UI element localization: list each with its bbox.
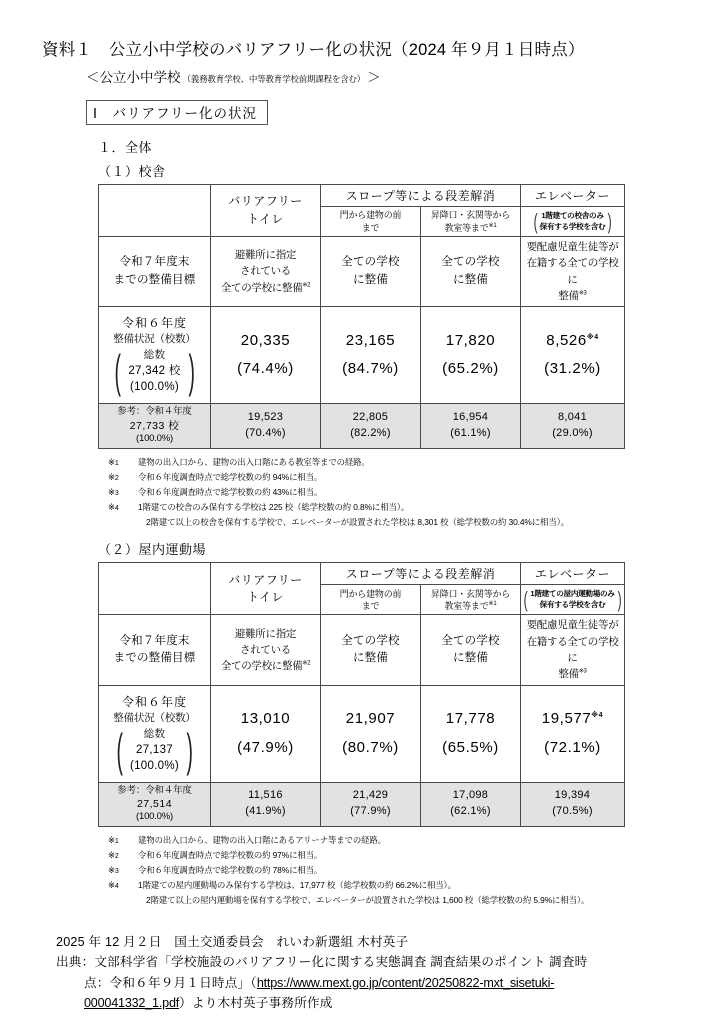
corner-cell [99,563,211,615]
header-slope-entrance-to-classroom [421,585,521,615]
value-number: 23,165 [345,331,396,349]
footnotes-table-1 [108,455,694,530]
goal-elevator-line1: 要配慮児童生徒等が [526,619,619,632]
footnote-marker: ※1 [108,456,119,467]
value-percent: (74.4%) [237,360,294,378]
goal-toilet-line3: 全ての学校に整備$^{※2}$ [220,281,311,294]
header-slope-gate-to-building [321,207,421,237]
ref-label-line3: (100.0%) [136,433,173,445]
footnote-ref-1: ※1 [488,222,497,229]
goal-label-line2: までの整備目標 [113,651,196,664]
goal-elevator [521,615,625,685]
header-barrier-free-toilet [211,563,321,615]
value-percent: (61.1%) [450,426,491,439]
header-bf-line2: トイレ [247,589,284,604]
bracket-left-icon: ( [114,345,121,398]
reference-value-elevator [521,782,625,827]
footnote-text: 1階建ての屋内運動場のみ保有する学校は、17,977 校（総学校数の約 66.2%に相当）。 [138,880,456,891]
footnote-continuation: 2階建て以上の校舎を保有する学校で、エレベーターが設置された学校は 8,301 校（総学校数の約 30.4%に相当）。 [146,516,569,527]
value-number: 8,041 [557,411,588,424]
footnote-ref-2: ※2 [302,282,311,289]
value-number: 20,335 [240,331,291,349]
heading-overall: １．全体 [98,140,153,155]
footnote-text: 令和６年度調査時点で総学校数の約 97%に相当。 [138,850,323,861]
goal-elevator-line1: 要配慮児童生徒等が [526,241,619,253]
header-elevator: エレベーター [521,563,625,585]
value-number: 17,098 [452,789,489,802]
reference-value-slope-a [321,782,421,827]
page-title: 資料１ 公立小中学校のバリアフリー化の状況（2024 年９月１日時点） [42,41,585,59]
value-percent: (65.5%) [442,738,499,756]
elevator-note-text [540,211,606,232]
status-total-wrap [100,723,209,776]
goal-elevator-line3: 整備$^{※3}$ [558,289,587,302]
value-percent: (47.9%) [237,738,294,756]
goal-slope-a-line2: に整備 [352,651,389,664]
header-slope-group: スロープ等による段差解消 [321,563,521,585]
bracket-right-icon: ) [617,587,622,613]
subtitle [86,66,694,86]
table-header-row-1 [99,563,625,585]
footnote-ref-2: ※2 [302,660,311,667]
table-row-goal [99,237,625,307]
footnote-marker: ※1 [108,835,119,846]
status-label-line2: 整備状況（校数） [113,333,196,346]
goal-slope-b-line1: 全ての学校 [441,634,500,647]
bracket-right-icon: ) [188,345,195,398]
goal-toilet-line2: されている [240,643,291,656]
footnote-item [108,500,694,515]
status-label-line1: 令和６年度 [121,316,187,331]
ref-label-line1: 参考：令和４年度 [117,784,192,796]
table-row-reference [99,404,625,449]
goal-slope-a-line2: に整備 [352,273,389,286]
goal-elevator-line2: 在籍する全ての学校に [526,635,619,664]
header-bf-line2: トイレ [247,211,284,226]
goal-toilet-line1: 避難所に指定 [234,627,297,640]
footnote-marker: ※4 [108,880,119,891]
status-label-line2: 整備状況（校数） [113,711,196,724]
header-slope-gate-to-building [321,585,421,615]
reference-row-label [99,782,211,827]
reference-value-elevator [521,404,625,449]
value-number: 11,516 [248,789,283,802]
footer-line-url [56,973,694,993]
value-percent: (77.9%) [350,805,391,818]
slope-a-line1: 門から建物の前 [339,588,402,599]
footer-line-source: 出典：文部科学省「学校施設のバリアフリー化に関する実態調査 調査結果のポイント 調査時 [56,955,588,970]
value-number: 13,010 [240,710,291,727]
goal-elevator-line3: 整備$^{※3}$ [558,668,587,681]
elevator-note-line2: 保有する学校を含む [539,221,606,231]
goal-slope-b [421,615,521,685]
subtitle-open: ＜公立小中学校 [86,70,181,85]
footnotes-table-2 [108,833,694,908]
ref-label-line2: 27,733 校 [129,419,180,432]
corner-cell [99,185,211,237]
goal-slope-b [421,237,521,307]
goal-toilet [211,237,321,307]
slope-b-line2: 教室等まで$^{※1}$ [444,600,497,611]
footnote-item [108,878,694,893]
reference-value-slope-a [321,404,421,449]
reference-value-toilet [211,782,321,827]
goal-toilet-line3: 全ての学校に整備$^{※2}$ [220,660,311,673]
goal-row-label [99,237,211,307]
goal-label-line2: までの整備目標 [113,273,196,286]
goal-toilet-line1: 避難所に指定 [234,249,297,262]
value-percent: (70.5%) [552,805,593,818]
slope-a-line1: 門から建物の前 [339,210,402,221]
reference-value-toilet [211,404,321,449]
reference-row-label [99,404,211,449]
value-number: 17,820 [445,331,496,349]
status-total-inner [128,348,180,396]
footnote-item [108,863,694,878]
source-url-part2[interactable]: 000041332_1.pdf [84,996,180,1011]
footnote-ref-3: ※3 [578,668,587,675]
footnote-text: 建物の出入口から、建物の出入口階にあるアリーナ等までの経路。 [138,835,386,846]
status-value-toilet [211,685,321,782]
footnote-marker: ※2 [108,471,119,482]
value-percent: (84.7%) [342,360,399,378]
footer-line-url-cont [56,993,694,1013]
footnote-text: 令和６年度調査時点で総学校数の約 78%に相当。 [138,865,323,876]
ref-label-line3: (100.0%) [136,811,173,823]
value-percent: (72.1%) [544,738,601,756]
footnote-marker: ※4 [108,501,119,512]
footer-line-committee: 2025 年 12 月２日 国土交通委員会 れいわ新選組 木村英子 [56,934,409,949]
footnote-text: 建物の出入口から、建物の出入口階にある教室等までの経路。 [138,456,370,467]
goal-toilet-line2: されている [240,265,291,278]
value-number: 22,805 [352,411,389,424]
goal-slope-b-line2: に整備 [452,651,489,664]
subtitle-close: ＞ [367,70,381,85]
goal-slope-a [321,615,421,685]
status-row-label [99,307,211,404]
status-value-elevator [521,307,625,404]
footer-source-date: 点：令和６年９月１日時点」（ [84,975,257,990]
value-percent: (65.2%) [442,360,499,378]
reference-value-slope-b [421,782,521,827]
table-school-building [98,184,625,449]
bracket-left-icon: ( [523,587,528,613]
status-row-label [99,685,211,782]
goal-elevator [521,237,625,307]
bracket-right-icon: ) [607,208,612,234]
bracket-left-icon: ( [116,723,123,776]
status-label-line1: 令和６年度 [121,694,187,709]
header-elevator-note-gym [521,585,625,615]
elevator-note-wrap [522,208,623,234]
header-elevator-note-building [521,207,625,237]
heading-indoor-gym: （２）屋内運動場 [98,542,207,558]
slope-b-line2: 教室等まで$^{※1}$ [444,222,497,233]
table-row-status [99,685,625,782]
value-percent: (31.2%) [544,360,601,378]
status-total-inner [130,727,179,775]
status-value-elevator [521,685,625,782]
status-total-label: 総数 [143,727,166,740]
header-bf-line1: バリアフリー [228,572,303,587]
status-value-slope-a [321,685,421,782]
value-number: 21,429 [352,789,389,802]
bracket-right-icon: ) [186,723,193,776]
goal-label-line1: 令和７年度末 [119,634,190,647]
value-percent: (41.9%) [245,805,286,818]
ref-label-line2: 27,514 [136,798,173,811]
header-bf-line1: バリアフリー [228,194,303,209]
table-row-goal [99,615,625,685]
status-total-wrap [100,345,209,398]
footnote-ref-3: ※3 [578,290,587,297]
footnote-text: 令和６年度調査時点で総学校数の約 43%に相当。 [138,486,323,497]
goal-label-line1: 令和７年度末 [119,256,190,269]
goal-slope-a-line1: 全ての学校 [341,256,400,269]
bracket-left-icon: ( [533,208,538,234]
elevator-note-wrap [522,587,623,613]
value-percent: (29.0%) [552,426,593,439]
value-percent: (80.7%) [342,738,399,756]
status-total-value: 27,342 校 [128,365,181,378]
header-slope-group: スロープ等による段差解消 [321,185,521,207]
slope-a-line2: まで [361,600,380,611]
reference-value-slope-b [421,404,521,449]
goal-elevator-line2: 在籍する全ての学校に [526,257,619,286]
elevator-note-line1: 1階建ての屋内運動場のみ [530,589,615,599]
table-row-status [99,307,625,404]
footnote-continuation: 2階建て以上の屋内運動場を保有する学校で、エレベーターが設置された学校は 1,600 校（総学校数の約 5.9%に相当）。 [146,895,590,906]
footer-closing: ）より木村英子事務所作成 [179,996,333,1011]
value-number: 16,954 [452,411,489,424]
status-value-slope-b [421,685,521,782]
goal-slope-b-line1: 全ての学校 [441,256,500,269]
value-percent: (70.4%) [245,426,286,439]
value-number: 19,577$^{※4}$ [541,710,604,727]
ref-label-line1: 参考：令和４年度 [117,406,192,418]
footnote-item [108,848,694,863]
heading-school-building: （１）校舎 [98,164,166,179]
footnote-item [108,455,694,470]
slope-a-line2: まで [361,222,380,233]
elevator-note-line1: 1階建ての校舎のみ [541,210,604,220]
header-slope-entrance-to-classroom [421,207,521,237]
footnote-marker: ※3 [108,486,119,497]
value-number: 19,523 [247,411,284,424]
document-footer [56,932,694,1014]
goal-toilet [211,615,321,685]
footnote-item [108,470,694,485]
header-elevator: エレベーター [521,185,625,207]
section-heading-box: Ⅰ バリアフリー化の状況 [86,100,268,125]
table-indoor-gym [98,562,625,827]
elevator-note-text [530,589,614,610]
footnote-marker: ※2 [108,850,119,861]
value-number: 19,394 [554,789,591,802]
footnote-item [108,833,694,848]
slope-b-line1: 昇降口・玄関等から [430,210,511,221]
status-total-value: 27,137 [136,743,173,756]
goal-row-label [99,615,211,685]
value-number: 17,778 [445,710,496,727]
value-percent: (62.1%) [450,805,491,818]
footnote-ref-1: ※1 [488,600,497,607]
source-url-part1[interactable]: https://www.mext.go.jp/content/20250822-mxt_sisetuki- [256,975,555,990]
value-number: 21,907 [345,710,396,727]
goal-slope-a [321,237,421,307]
footnote-item [108,485,694,500]
status-value-slope-a [321,307,421,404]
table-header-row-1 [99,185,625,207]
footnote-marker: ※3 [108,865,119,876]
elevator-note-line2: 保有する学校を含む [539,599,606,609]
goal-slope-b-line2: に整備 [452,273,489,286]
value-percent: (82.2%) [350,426,391,439]
table-row-reference [99,782,625,827]
status-value-slope-b [421,307,521,404]
value-number: 8,526$^{※4}$ [546,331,599,349]
slope-b-line1: 昇降口・玄関等から [430,588,511,599]
footnote-text: 1階建ての校舎のみ保有する学校は 225 校（総学校数の約 0.8%に相当）。 [138,501,410,512]
status-total-percent: (100.0%) [129,381,180,394]
status-value-toilet [211,307,321,404]
footnote-text: 令和６年度調査時点で総学校数の約 94%に相当。 [138,471,323,482]
subtitle-annotation: （義務教育学校、中等教育学校前期課程を含む） [182,74,366,84]
goal-slope-a-line1: 全ての学校 [341,634,400,647]
status-total-percent: (100.0%) [129,759,180,772]
status-total-label: 総数 [143,349,166,362]
header-barrier-free-toilet [211,185,321,237]
